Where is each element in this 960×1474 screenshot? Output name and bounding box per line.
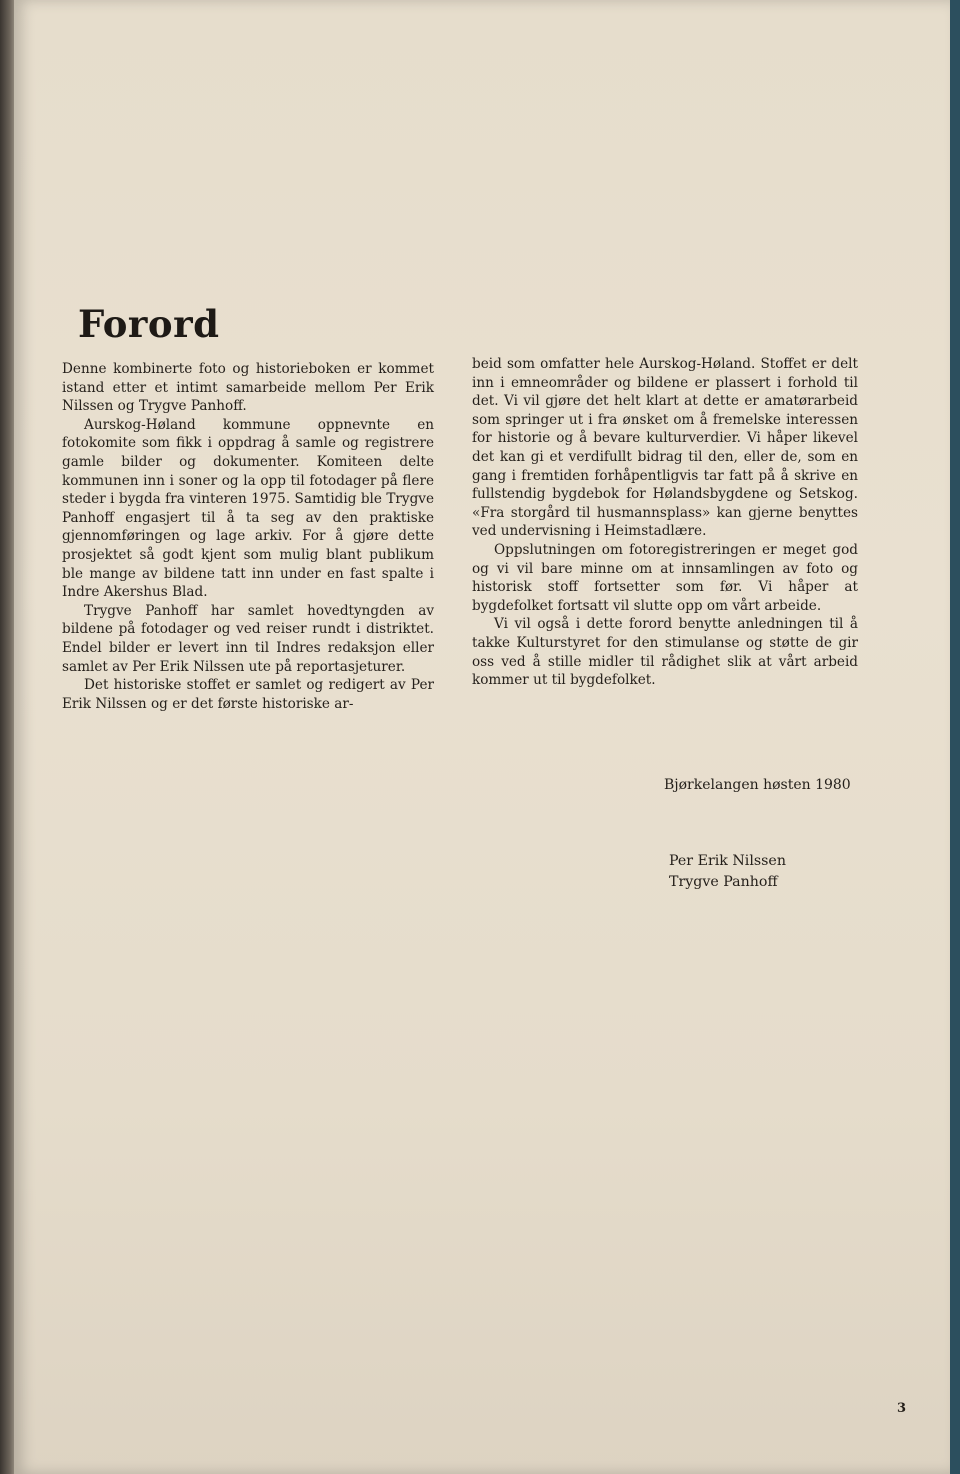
text-column-left <box>62 360 434 713</box>
paragraph: Trygve Panhoff har samlet hovedtyngden av bildene på fotodager og ved reiser rundt i distriktet. Endel bilder er levert inn til Indres redaksjon eller samlet av Per Erik Nilssen ute på reportasjeturer. <box>62 602 434 675</box>
signature-block <box>669 851 786 893</box>
place-and-date: Bjørkelangen høsten 1980 <box>664 777 851 793</box>
book-page <box>14 0 950 1474</box>
page-number: 3 <box>897 1401 907 1416</box>
paragraph: Det historiske stoffet er samlet og redigert av Per Erik Nilssen og er det første historiske ar- <box>62 677 434 712</box>
paragraph: Aurskog-Høland kommune oppnevnte en fotokomite som fikk i oppdrag å samle og registrere gamle bilder og dokumenter. Komiteen delte kommunen inn i soner og la opp til fotodager på flere steder i bygda fra vinteren 1975. Samtidig ble Trygve Panhoff engasjert til å ta seg av den praktiske gjennomføringen og lage arkiv. For å gjøre dette prosjektet så godt kjent som mulig blant publikum ble mange av bildene tatt inn under en fast spalte i Indre Akershus Blad. <box>62 416 434 601</box>
signature-name: Per Erik Nilssen <box>669 853 786 869</box>
page-title: Forord <box>78 302 220 346</box>
paragraph: Oppslutningen om fotoregistreringen er meget god og vi vil bare minne om at innsamlingen av foto og historisk stoff fortsetter som før. Vi håper at bygdefolket fortsatt vil slutte opp om vårt arbeide. <box>472 541 858 614</box>
paragraph: beid som omfatter hele Aurskog-Høland. Stoffet er delt inn i emneområder og bildene er plassert i forhold til det. Vi vil gjøre det helt klart at dette er amatørarbeid som springer ut i fra ønsket om å fremelske interessen for historie og å bevare kulturverdier. Vi håper likevel det kan gi et verdifullt bidrag til den, eller de, som en gang i fremtiden forhåpentligvis tar fatt på å skrive en fullstendig bygdebok for Hølandsbygdene og Setskog. «Fra storgård til husmannsplass» kan gjerne benyttes ved undervisning i Heimstadlære. <box>472 356 858 540</box>
paragraph: Vi vil også i dette forord benytte anledningen til å takke Kulturstyret for den stimulanse og støtte de gir oss ved å stille midler til rådighet slik at vårt arbeid kommer ut til bygdefolket. <box>472 616 858 689</box>
text-column-right <box>472 355 858 690</box>
paragraph: Denne kombinerte foto og historieboken er kommet istand etter et intimt samarbeide mellom Per Erik Nilssen og Trygve Panhoff. <box>62 361 434 415</box>
signature-name: Trygve Panhoff <box>669 874 778 890</box>
